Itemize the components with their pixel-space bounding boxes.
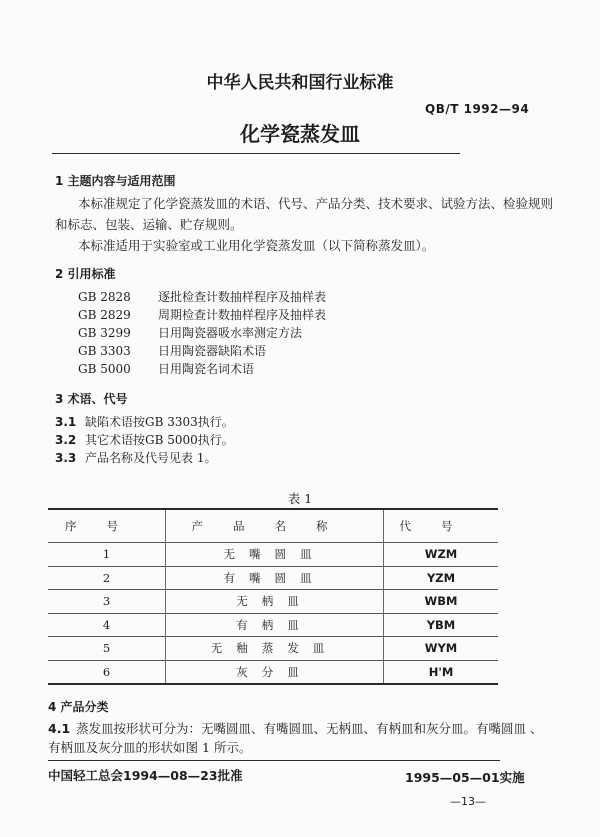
document-title: 化学瓷蒸发皿 bbox=[240, 122, 360, 146]
title-divider bbox=[52, 153, 460, 154]
cell-no: 4 bbox=[48, 613, 166, 637]
section-2-heading: 2 引用标准 bbox=[55, 267, 116, 281]
reference-code: GB 5000 bbox=[78, 362, 131, 376]
cell-code: WYM bbox=[424, 641, 458, 656]
cell-name: 有柄皿 bbox=[166, 613, 384, 637]
cell-code: YBM bbox=[426, 617, 456, 632]
cell-no: 3 bbox=[48, 590, 166, 614]
table-header-row bbox=[48, 509, 498, 543]
clause-3-3 bbox=[55, 449, 216, 466]
section-4-heading: 4 产品分类 bbox=[48, 700, 109, 714]
standard-number: QB/T 1992—94 bbox=[425, 102, 530, 116]
section-1-heading: 1 主题内容与适用范围 bbox=[55, 174, 176, 188]
table-row bbox=[48, 613, 498, 637]
column-header-name: 产品名称 bbox=[166, 509, 384, 543]
column-header-no: 序号 bbox=[48, 509, 166, 543]
clause-text: 蒸发皿按形状可分为：无嘴圆皿、有嘴圆皿、无柄皿、有柄皿和灰分皿。有嘴圆皿 、 bbox=[76, 721, 543, 736]
reference-item bbox=[78, 342, 266, 359]
clause-3-2 bbox=[55, 431, 234, 448]
clause-text: 其它术语按GB 5000执行。 bbox=[85, 433, 234, 447]
reference-code: GB 3299 bbox=[78, 326, 131, 340]
cell-no: 5 bbox=[48, 637, 166, 661]
section-1-para-2: 本标准适用于实验室或工业用化学瓷蒸发皿（以下简称蒸发皿）。 bbox=[78, 238, 435, 253]
cell-name: 无釉蒸发皿 bbox=[166, 637, 384, 661]
clause-4-1 bbox=[48, 718, 542, 739]
clause-number: 3.3 bbox=[55, 451, 77, 465]
cell-name: 无柄皿 bbox=[166, 590, 384, 614]
column-header-code: 代号 bbox=[399, 519, 483, 533]
reference-title: 逐批检查计数抽样程序及抽样表 bbox=[158, 290, 327, 304]
page-number: —13— bbox=[450, 795, 486, 808]
reference-item bbox=[78, 360, 254, 377]
table-row bbox=[48, 543, 498, 567]
table-row bbox=[48, 660, 498, 684]
cell-no: 6 bbox=[48, 660, 166, 684]
reference-code: GB 2828 bbox=[78, 290, 131, 304]
table-row bbox=[48, 637, 498, 661]
clause-number: 4.1 bbox=[48, 721, 71, 736]
product-code-table bbox=[48, 508, 498, 685]
clause-3-1 bbox=[55, 413, 234, 430]
reference-title: 日用陶瓷名词术语 bbox=[158, 362, 255, 376]
reference-code: GB 2829 bbox=[78, 308, 131, 322]
cell-no: 1 bbox=[48, 543, 166, 567]
clause-4-1-cont: 有柄皿及灰分皿的形状如图 1 所示。 bbox=[48, 740, 252, 755]
cell-code: YZM bbox=[426, 570, 456, 585]
cell-code: WZM bbox=[424, 547, 458, 562]
cell-code: H'M bbox=[428, 664, 454, 679]
reference-item bbox=[78, 288, 326, 305]
implementation-date: 1995—05—01实施 bbox=[405, 770, 525, 785]
table-caption: 表 1 bbox=[287, 491, 313, 506]
clause-text: 产品名称及代号见表 1。 bbox=[85, 451, 217, 465]
reference-code: GB 3303 bbox=[78, 344, 131, 358]
reference-item bbox=[78, 324, 302, 341]
cell-name: 无嘴圆皿 bbox=[166, 543, 384, 567]
approval-date: 中国轻工总会1994—08—23批准 bbox=[48, 768, 243, 783]
cell-code: WBM bbox=[424, 594, 458, 609]
section-1-para-1: 本标准规定了化学瓷蒸发皿的术语、代号、产品分类、技术要求、试验方法、检验规则 bbox=[78, 196, 554, 211]
footer-divider bbox=[48, 760, 500, 761]
cell-no: 2 bbox=[48, 566, 166, 590]
standard-category: 中华人民共和国行业标准 bbox=[206, 73, 394, 93]
cell-name: 有嘴圆皿 bbox=[166, 566, 384, 590]
section-1-para-1-cont: 和标志、包装、运输、贮存规则。 bbox=[55, 217, 243, 232]
reference-title: 周期检查计数抽样程序及抽样表 bbox=[158, 308, 327, 322]
clause-number: 3.1 bbox=[55, 415, 77, 429]
reference-title: 日用陶瓷器缺陷术语 bbox=[158, 344, 267, 358]
reference-item bbox=[78, 306, 326, 323]
table-row bbox=[48, 566, 498, 590]
clause-text: 缺陷术语按GB 3303执行。 bbox=[85, 415, 234, 429]
table-row bbox=[48, 590, 498, 614]
cell-name: 灰分皿 bbox=[166, 660, 384, 684]
reference-title: 日用陶瓷器吸水率测定方法 bbox=[158, 326, 303, 340]
section-3-heading: 3 术语、代号 bbox=[55, 392, 128, 406]
clause-number: 3.2 bbox=[55, 433, 77, 447]
